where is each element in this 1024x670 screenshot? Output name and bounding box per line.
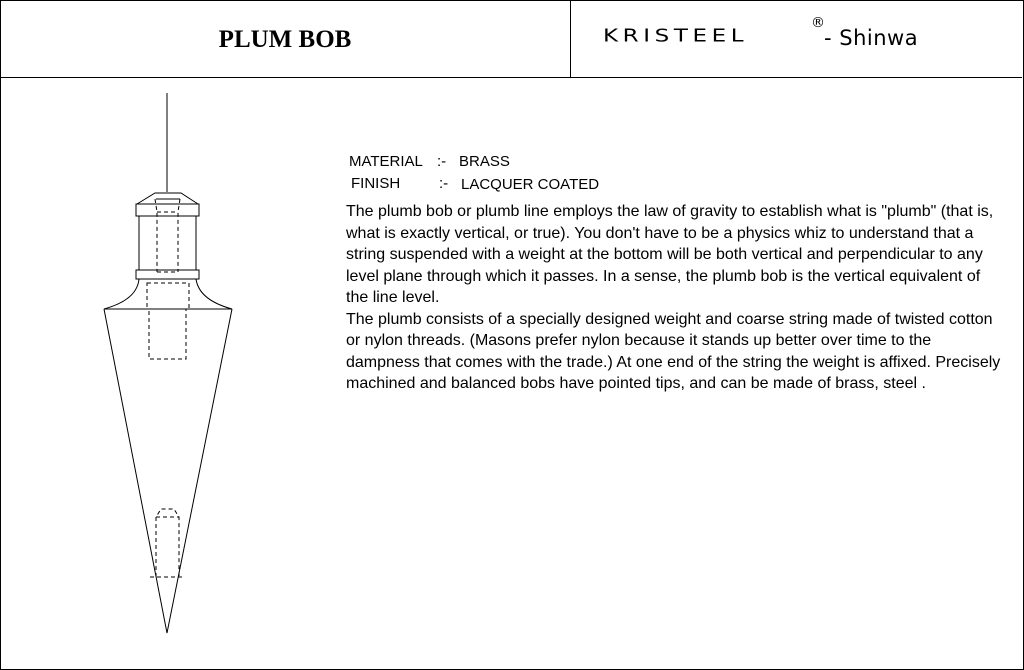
threaded-hole-hidden: [147, 283, 189, 359]
cap-hidden-bore: [155, 199, 180, 272]
header-divider-vertical: [570, 0, 571, 77]
description-paragraph-1: The plumb bob or plumb line employs the law of gravity to establish what is "plumb" (that is, what is exactly vertical, or true). You don't have to be a physics whiz to understand that a string suspended with a weight at the bottom will be both vertical and perpendicular to any level plane through which it passes. In a sense, the plumb bob is the vertical equivalent of the line level.: [346, 203, 994, 306]
registered-mark: ®: [811, 15, 825, 31]
brand-name: KRISTEEL: [603, 26, 749, 47]
tip-insert-hidden: [150, 509, 185, 577]
plumb-bob-drawing: [0, 78, 340, 658]
description: [346, 201, 1006, 395]
bob-cone: [104, 309, 232, 633]
spec-label-finish: FINISH: [351, 175, 401, 192]
cap-body: [139, 216, 196, 270]
spec-separator-material: :-: [437, 153, 447, 170]
spec-value-finish: LACQUER COATED: [461, 176, 600, 193]
spec-label-material: MATERIAL: [349, 153, 423, 170]
spec-separator-finish: :-: [439, 175, 449, 192]
lower-collar: [136, 270, 199, 279]
brand-suffix: - Shinwa: [824, 26, 919, 50]
description-paragraph-2: The plumb consists of a specially designed weight and coarse string made of twisted cotton or nylon threads. (Masons prefer nylon because it stands up better over time to the dampness that comes with the trade.) At one end of the string the weight is affixed. Precisely machined and balanced bobs have pointed tips, and can be made of brass, steel .: [346, 310, 1001, 392]
page-title: PLUM BOB: [218, 26, 352, 53]
spec-value-material: BRASS: [459, 153, 510, 170]
upper-collar: [136, 204, 199, 216]
